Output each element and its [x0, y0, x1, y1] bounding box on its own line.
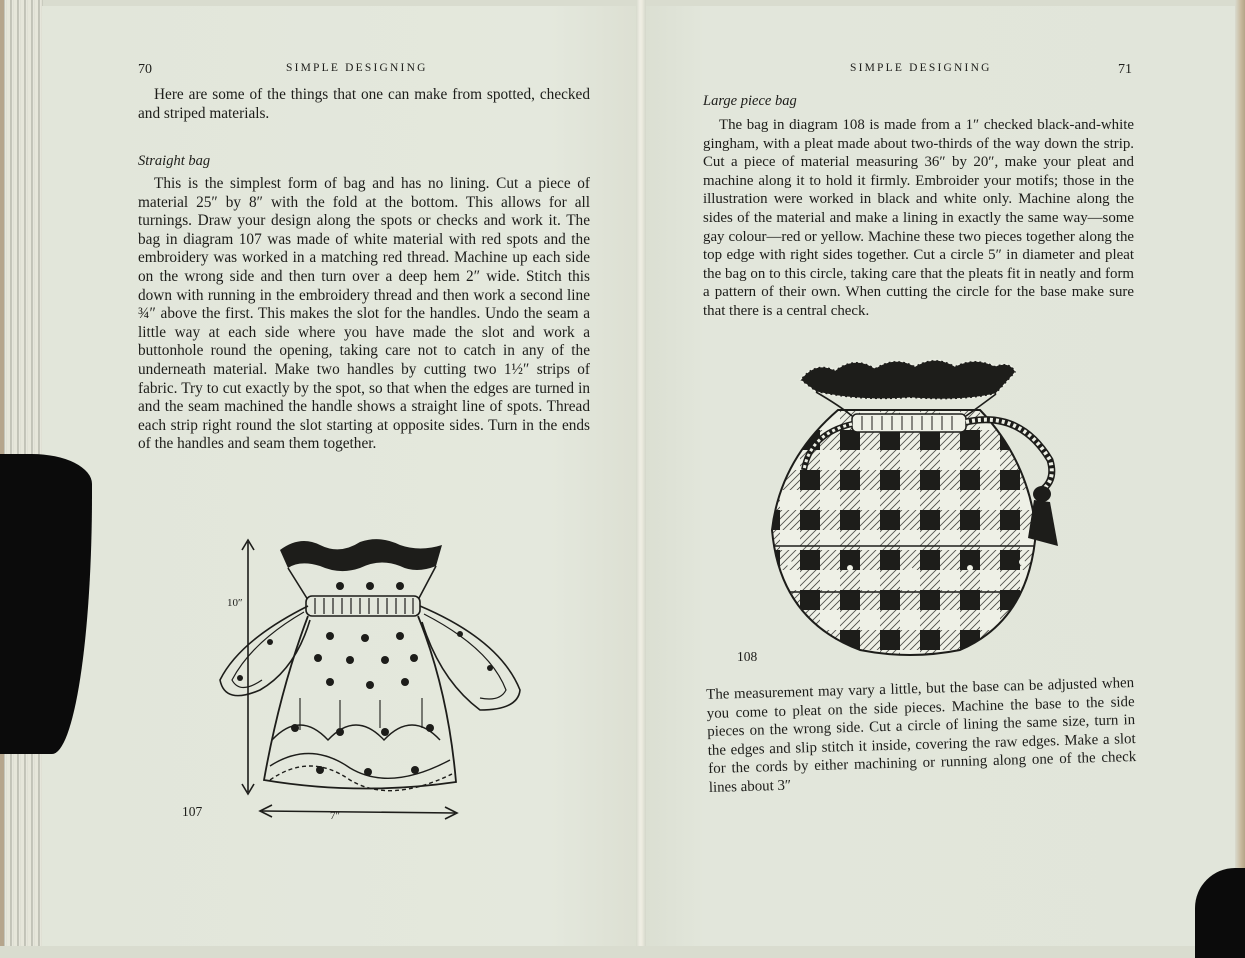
left-running-head: SIMPLE DESIGNING: [286, 62, 428, 74]
straight-bag-paragraph: This is the simplest form of bag and has no lining. Cut a piece of material 25″ by 8″ with the fold at the bottom. This allows for all turnings. Draw your design along the spots or checks and work it. The bag in diagram 107 was made of white material with red spots and the embroidery was worked in a matching red thread. Machine up each side on the wrong side and then turn over a deep hem 2″ wide. Stitch this down with running in the embroidery thread and then work a second line ¾″ above the first. This makes the slot for the handles. Undo the seam a little way at each side where you have made the slot and work a buttonhole round the opening, taking care not to catch in any of the underneath material. Make two handles by cutting two 1½″ strips of fabric. Try to cut exactly by the spot, so that when the edges are turned in and the seam machined the handle shows a straight line of spots. Thread each strip right round the slot starting at opposite sides. Turn in the ends of the handles and seam them together.: [138, 175, 590, 453]
straight-bag-heading: Straight bag: [138, 153, 211, 169]
right-page-number: 71: [1118, 62, 1132, 77]
figure-108-gingham-bag: [760, 350, 1060, 670]
intro-paragraph: Here are some of the things that one can make from spotted, checked and striped materials.: [138, 86, 590, 122]
left-body: [138, 175, 590, 454]
large-piece-bag-paragraph: The bag in diagram 108 is made from a 1″ checked black-and-white gingham, with a pleat made about two-thirds of the way down the strip. Cut a piece of material measuring 36″ by 20″, make your pleat and machine along it to hold it firmly. Embroider your motifs; those in the illustration were worked in black and white only. Machine along the sides of the material and make a lining in exactly the same way—some gay colour—red or yellow. Machine these two pieces together along the top edge with right sides together. Cut a circle 5″ in diameter and pleat the bag on to this circle, taking care that the pleats fit in neatly and form a pattern of their own. When cutting the circle for the base make sure that there is a central check.: [703, 117, 1134, 319]
right-running-head: SIMPLE DESIGNING: [850, 62, 992, 74]
figure-107-width-label: 7″: [330, 810, 341, 822]
right-continuation: [706, 674, 1137, 797]
left-page-number: 70: [138, 62, 152, 77]
book-gutter: [636, 0, 646, 946]
figure-107-height-label: 10″: [227, 597, 243, 609]
large-piece-bag-heading: Large piece bag: [703, 93, 797, 109]
continuation-paragraph: The measurement may vary a little, but the base can be adjusted when you come to pleat on the side pieces. Machine the base to the side pieces on the wrong side. Cut a circle of lining the same size, turn in the edges and slip stitch it inside, covering the raw edges. Make a slot for the cords by either machining or running along one of the check lines about 3″: [706, 675, 1137, 796]
right-page-edge: [1235, 0, 1245, 946]
figure-108-number: 108: [737, 649, 758, 664]
left-intro: [138, 86, 590, 123]
figure-107-number: 107: [182, 804, 203, 819]
figure-107-straight-bag: [200, 530, 540, 830]
right-body: [703, 116, 1134, 321]
